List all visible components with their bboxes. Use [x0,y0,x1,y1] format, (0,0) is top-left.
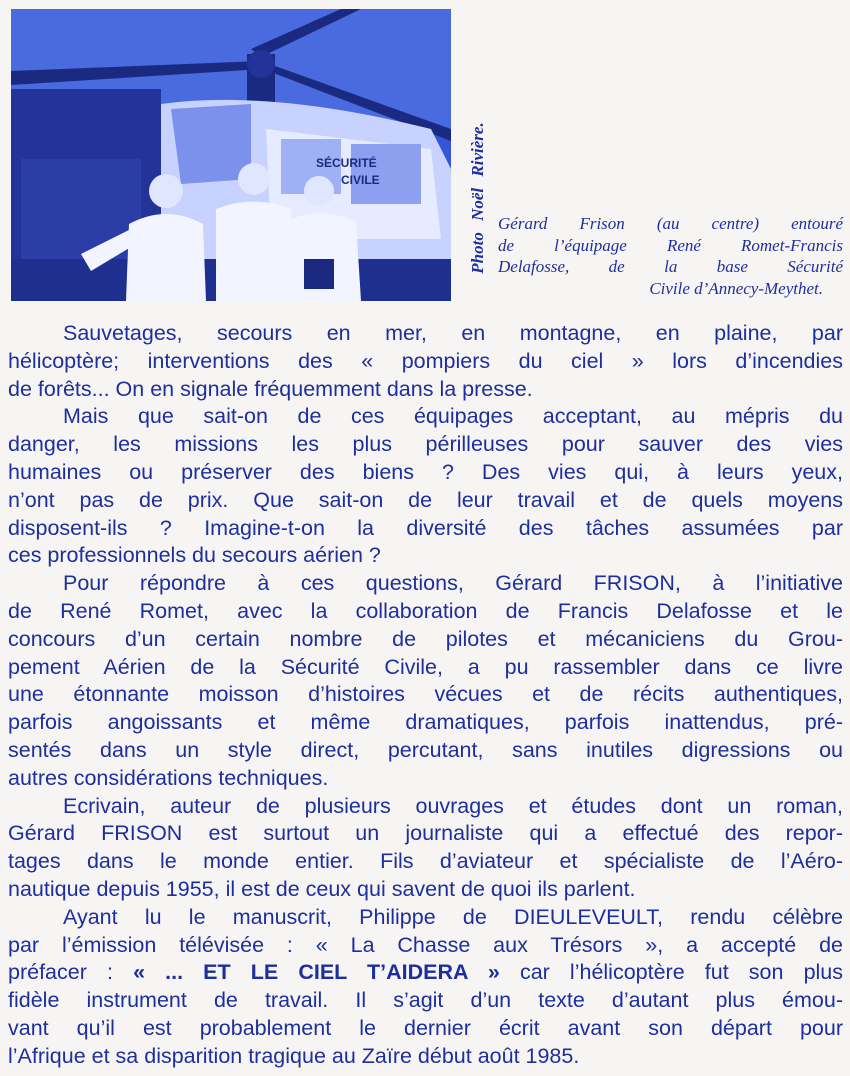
text-line: une étonnante moisson d’histoires vécues et de récits authentiques, [8,682,843,707]
text-line: par l’émission télévisée : « La Chasse aux Trésors », a accepté de [8,932,843,957]
text-line: de René Romet, avec la collaboration de Francis Delafosse et le [8,598,843,623]
text-line: concours d’un certain nombre de pilotes et mécaniciens du Grou- [8,626,843,651]
text-line: Gérard FRISON est surtout un journaliste qui a effectué des repor- [8,821,843,846]
text-line: pement Aérien de la Sécurité Civile, a pu rassembler dans ce livre [8,654,843,679]
text-line: Ayant lu le manuscrit, Philippe de DIEULEVEULT, rendu célèbre [63,904,843,929]
text-line: fidèle instrument de travail. Il s’agit d’un texte d’autant plus émou- [8,988,843,1013]
text-line: n’ont pas de prix. Que sait-on de leur travail et de quels moyens [8,487,843,512]
book-title: « ... ET LE CIEL T’AIDERA » [133,960,500,985]
caption-line: Civile d’Annecy-Meythet. [649,278,823,298]
text-line: disposent-ils ? Imagine-t-on la diversité des tâches assumées par [8,515,843,540]
caption-line: Delafosse, de la base Sécurité [498,257,843,276]
text-line: Sauvetages, secours en mer, en montagne, en plaine, par [63,321,843,345]
blurb-text [8,320,843,1071]
photo-credit [466,93,490,303]
helicopter-crew-photo [11,9,451,301]
text-line: Pour répondre à ces questions, Gérard FRISON, à l’initiative [63,571,843,596]
text-line: hélicoptère; interventions des « pompiers du ciel » lors d’incendies [8,348,843,373]
caption-line: Gérard Frison (au centre) entouré [498,214,843,233]
text-line: sentés dans un style direct, percutant, sans inutiles digressions ou [8,737,843,762]
text-line: parfois angoissants et même dramatiques, parfois inattendus, pré- [8,710,843,735]
text-line: danger, les missions les plus périlleuses pour sauver des vies [8,432,843,457]
text-line: Ecrivain, auteur de plusieurs ouvrages et études dont un roman, [63,793,843,818]
text-segment: préfacer : [8,960,134,985]
text-line: ces professionnels du secours aérien ? [8,543,381,568]
photo-credit-text: Photo Noël Rivière. [468,122,487,274]
text-line [8,959,843,987]
svg-text:SÉCURITÉ: SÉCURITÉ [316,156,377,170]
text-line: de forêts... On en signale fréquemment dans la presse. [8,376,533,401]
text-line: Mais que sait-on de ces équipages acceptant, au mépris du [63,404,843,429]
svg-text:CIVILE: CIVILE [341,173,380,187]
text-line: tages dans le monde entier. Fils d’aviateur et spécialiste de l’Aéro- [8,849,843,874]
text-line: humaines ou préserver des biens ? Des vies qui, à leurs yeux, [8,459,843,484]
text-segment: car l’hélicoptère fut son plus [499,960,844,985]
text-line: vant qu’il est probablement le dernier écrit avant son départ pour [8,1015,843,1040]
text-line: nautique depuis 1955, il est de ceux qui savent de quoi ils parlent. [8,876,636,901]
photo-caption [498,213,843,299]
text-line: l’Afrique et sa disparition tragique au Zaïre début août 1985. [8,1043,580,1068]
caption-line: de l’équipage René Romet-Francis [498,235,843,255]
text-line: autres considérations techniques. [8,765,329,790]
